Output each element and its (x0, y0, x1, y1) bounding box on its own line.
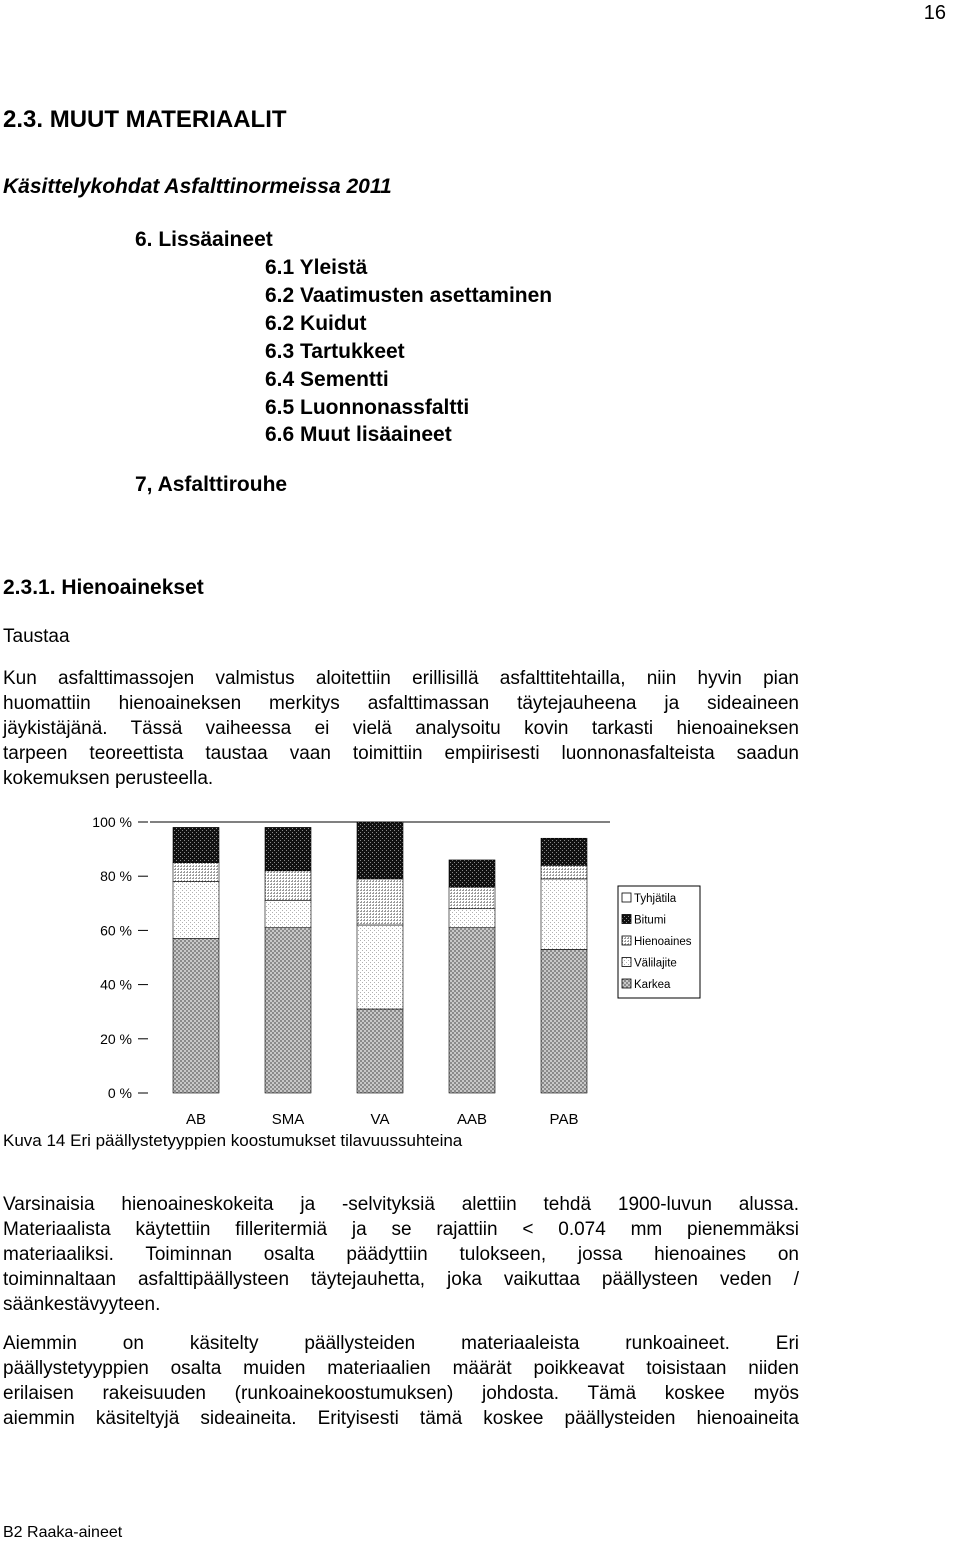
legend-swatch (622, 979, 631, 988)
paragraph-line: tarpeen teoreettista taustaa vaan toimittiin empiirisesti luonnonasfalteista saadun (3, 743, 799, 764)
bar-segment-hienoaines (265, 871, 311, 901)
toc-item: 6.5 Luonnonassfaltti (265, 396, 470, 419)
paragraph-2 (3, 1192, 799, 1317)
legend-label: Tyhjätila (634, 893, 677, 905)
paragraph-line: erilaisen rakeisuuden (runkoainekoostumuksen) johdosta. Tämä koskee myös (3, 1383, 799, 1404)
bar-segment-hienoaines (449, 887, 495, 909)
paragraph-line: kokemuksen perusteella. (3, 768, 214, 789)
paragraph-3 (3, 1331, 799, 1431)
subsection-heading: 2.3.1. Hienoainekset (3, 576, 204, 599)
paragraph-line: Kun asfalttimassojen valmistus aloitettiin erillisillä asfalttitehtailla, niin hyvin pian (3, 668, 799, 689)
bar-segment-bitumi (173, 827, 219, 862)
paragraph-line: Aiemmin on käsitelty päällysteiden materiaaleista runkoaineet. Eri (3, 1333, 799, 1354)
paragraph-1 (3, 666, 799, 791)
legend-swatch (622, 893, 631, 902)
toc-second-item: 7, Asfalttirouhe (135, 473, 288, 496)
y-tick-label: 0 % (107, 1085, 132, 1101)
toc-item: 6.2 Vaatimusten asettaminen (265, 284, 553, 307)
toc-item: 6.6 Muut lisäaineet (265, 423, 452, 446)
bar-segment-karkea (357, 1009, 403, 1093)
bar-segment-bitumi (265, 827, 311, 870)
toc-item: 6.3 Tartukkeet (265, 340, 405, 363)
legend-swatch (622, 958, 631, 967)
y-tick-label: 60 % (100, 922, 132, 939)
bar-segment-karkea (541, 949, 587, 1093)
paragraph-line: aiemmin käsiteltyjä sideaineita. Erityisesti tämä koskee päällysteiden hienoaineita (3, 1408, 799, 1429)
paragraph-line: Materiaalista käytettiin filleritermiä ja se rajattiin < 0.074 mm pienemmäksi (3, 1219, 799, 1240)
y-tick-label: 100 % (92, 814, 132, 830)
paragraph-line: toiminnaltaan asfalttipäällysteen täytejauhetta, joka vaikuttaa päällysteen veden / (3, 1269, 799, 1290)
bar-segment-välilajite (449, 909, 495, 928)
bar-segment-hienoaines (541, 865, 587, 879)
paragraph-line: Varsinaisia hienoaineskokeita ja -selvityksiä alettiin tehdä 1900-luvun alussa. (3, 1194, 799, 1215)
bar-segment-hienoaines (173, 863, 219, 882)
page-number: 16 (923, 2, 946, 24)
bar-segment-bitumi (449, 860, 495, 887)
y-tick-label: 80 % (100, 868, 132, 885)
legend-label: Hienoaines (634, 936, 692, 948)
figure-caption: Kuva 14 Eri päällystetyyppien koostumukset tilavuussuhteina (3, 1131, 463, 1150)
x-tick-label: PAB (549, 1111, 579, 1128)
x-tick-label: AB (185, 1111, 207, 1128)
y-tick-label: 20 % (100, 1030, 132, 1047)
x-tick-label: SMA (271, 1111, 305, 1128)
composition-chart (0, 812, 720, 1132)
paragraph-line: säänkestävyyteen. (3, 1294, 161, 1315)
legend-swatch (622, 936, 631, 945)
legend-label: Bitumi (634, 914, 666, 927)
toc-item: 6.2 Kuidut (265, 312, 367, 335)
paragraph-line: jäykistäjänä. Tässä vaiheessa ei vielä analysoitu kovin tarkasti hienoaineksen (3, 718, 799, 739)
x-tick-label: AAB (456, 1111, 488, 1128)
section-heading: 2.3. MUUT MATERIAALIT (3, 106, 287, 133)
paragraph-line: materiaaliksi. Toiminnan osalta päädyttiin tulokseen, jossa hienoaines on (3, 1244, 799, 1265)
bar-segment-välilajite (265, 901, 311, 928)
bar-segment-välilajite (541, 879, 587, 949)
y-tick-label: 40 % (100, 976, 132, 993)
topic-heading: Käsittelykohdat Asfalttinormeissa 2011 (3, 175, 392, 198)
bar-segment-karkea (449, 928, 495, 1093)
toc-main-item: 6. Lissäaineet (135, 228, 273, 251)
bar-segment-välilajite (173, 882, 219, 939)
bar-segment-bitumi (541, 838, 587, 865)
bar-segment-karkea (265, 928, 311, 1093)
bar-segment-hienoaines (357, 879, 403, 925)
bar-segment-karkea (173, 939, 219, 1093)
paragraph-line: huomattiin hienoaineksen merkitys asfalttimassan täytejauheena ja sideaineen (3, 693, 799, 714)
paragraph-line: päällystetyyppien osalta muiden materiaalien määrät poikkeavat toisistaan niiden (3, 1358, 799, 1379)
legend-label: Karkea (634, 979, 671, 991)
toc-item: 6.4 Sementti (265, 368, 389, 391)
bar-segment-bitumi (357, 822, 403, 879)
footer: B2 Raaka-aineet (3, 1524, 123, 1541)
subtitle: Taustaa (3, 626, 70, 647)
legend-label: Välilajite (634, 957, 677, 970)
legend-swatch (622, 915, 631, 924)
toc-item: 6.1 Yleistä (265, 256, 368, 279)
x-tick-label: VA (370, 1111, 390, 1128)
bar-segment-välilajite (357, 925, 403, 1009)
